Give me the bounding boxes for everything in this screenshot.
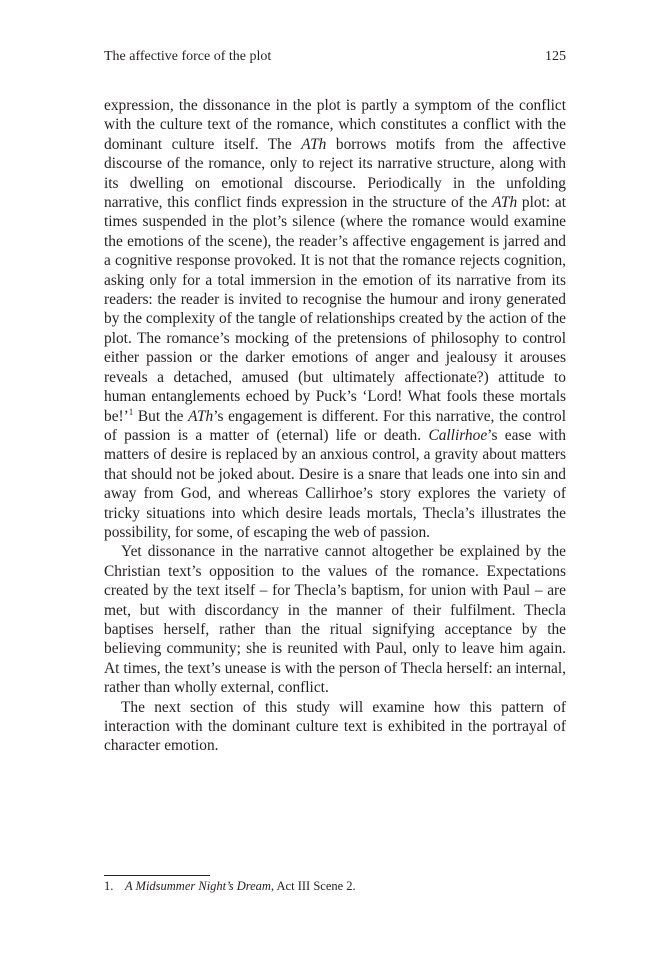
footnote-work-title: A Midsummer Night’s Dream (125, 879, 271, 893)
paragraph-2 (104, 542, 566, 697)
italic-span: ATh (188, 407, 214, 425)
italic-span: ATh (301, 135, 327, 153)
italic-span: ATh (492, 194, 518, 212)
text-run: The next section of this study will examine how this pattern of interaction with the dominant culture text is exhibited in the portrayal of character emotion. (104, 698, 566, 755)
footnote-rule (104, 875, 210, 876)
text-run: But the (133, 407, 189, 425)
paragraph-1 (104, 96, 566, 542)
footnote-marker: 1 (128, 406, 134, 417)
text-run: ’s ease with matters of desire is replaced by an anxious control, a gravity about matters that should not be joked about. Desire is a snare that leads one into sin and away from God, and whereas Callirhoe’s story explores the variety of tricky situations into which desire leads mortals, Thecla’s illustrates the possibility, for some, of escaping the web of passion. (104, 426, 566, 541)
page-number: 125 (545, 49, 566, 64)
text-run: ’s engagement is different. For this narrative, the control of passion is a matter of (eternal) life or death. (104, 407, 566, 444)
footnote-number: 1. (104, 879, 114, 893)
text-run: Yet dissonance in the narrative cannot altogether be explained by the Christian text’s opposition to the values of the romance. Expectations created by the text itself – for Thecla’s baptism, for union with Paul – are met, but with discordancy in the manner of their fulfilment. Thecla baptises herself, rather than the ritual signifying acceptance by the believing community; she is reunited with Paul, only to leave him again. At times, the text’s unease is with the person of Thecla herself: an internal, rather than wholly external, conflict. (104, 543, 566, 697)
footnote (104, 878, 566, 895)
text-run: borrows motifs from the affective discourse of the romance, only to reject its narrative structure, along with its dwelling on emotional discourse. Periodically in the unfolding narrative, this conflict finds expression in the structure of the (104, 135, 567, 212)
running-head (104, 47, 566, 67)
footnote-text: , Act III Scene 2. (270, 879, 356, 893)
text-run: expression, the dissonance in the plot is partly a symptom of the conflict with the culture text of the romance, which constitutes a conflict with the dominant culture itself. The (104, 97, 566, 153)
paragraph-3 (104, 698, 566, 756)
running-title: The affective force of the plot (104, 49, 272, 64)
italic-span: Callirhoe (428, 426, 488, 444)
text-run: plot: at times suspended in the plot’s silence (where the romance would examine the emotions of the scene), the reader’s affective engagement is jarred and a cognitive response provoked. It is not that the romance rejects cognition, asking only for a total immersion in the emotion of its narrative from its readers: the reader is invited to recognise the humour and irony generated by the complexity of the tangle of relationships created by the action of the plot. The romance’s mocking of the pretensions of philosophy to control either passion or the darker emotions of anger and jealousy it arouses reveals a detached, amused (but ultimately affectionate?) attitude to human entanglements echoed by Puck’s ‘Lord! What fools these mortals be!’ (104, 194, 566, 425)
body-text (104, 96, 566, 756)
